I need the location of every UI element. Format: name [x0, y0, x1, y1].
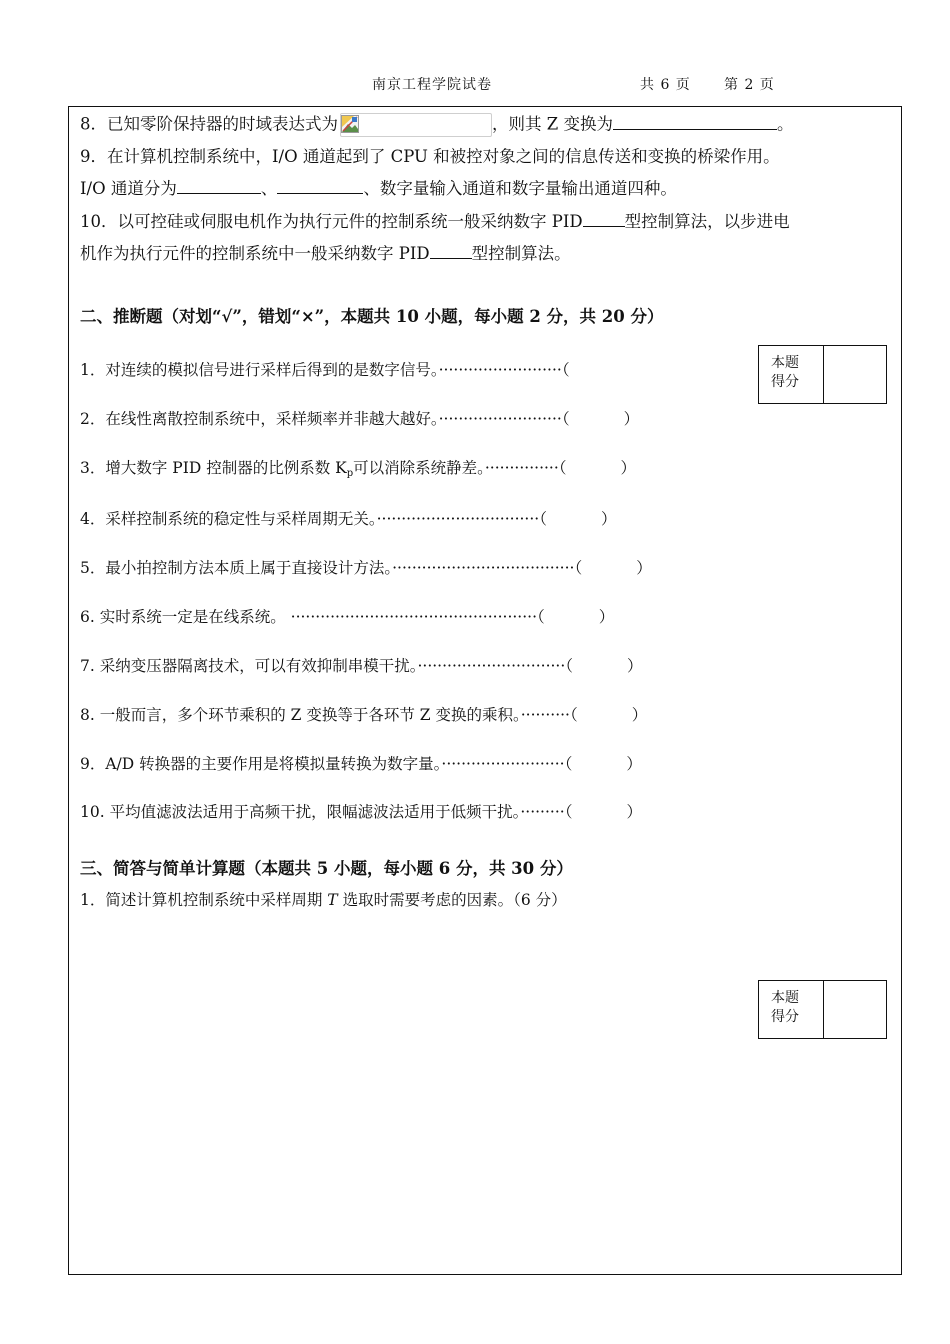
judge-text: 3．增大数字 PID 控制器的比例系数 K	[80, 459, 347, 477]
section-3-title: 三、简答与简单计算题（本题共 5 小题，每小题 6 分，共 30 分）	[80, 859, 573, 878]
judge-paren-open[interactable]: （	[564, 803, 573, 821]
broken-image-icon	[341, 115, 359, 133]
judge-dots: ·····································	[392, 559, 575, 577]
q1-text: 1．简述计算机控制系统中采样周期	[80, 891, 328, 909]
judge-text: 5．最小拍控制方法本质上属于直接设计方法。	[80, 559, 393, 577]
judge-item-6	[80, 606, 614, 628]
judge-paren-open[interactable]: （	[537, 608, 545, 626]
formula-image	[340, 113, 492, 137]
section-3-question-1	[80, 889, 567, 911]
q9-answer-blank-1[interactable]	[177, 179, 261, 194]
judge-dots: ··········	[520, 706, 570, 724]
q9-sep: 、	[260, 179, 278, 198]
judge-dots: ·································	[376, 510, 540, 528]
judge-item-9	[80, 753, 642, 775]
judge-dots: ···············	[484, 459, 559, 477]
score-label-line1: 本题	[771, 355, 799, 371]
judge-paren-open[interactable]: （	[574, 559, 583, 577]
q8-period: 。	[776, 114, 794, 134]
judge-paren-open[interactable]: （	[564, 755, 573, 773]
judge-text: 8. 一般而言，多个环节乘积的 Z 变换等于各环节 Z 变换的乘积。	[80, 706, 521, 724]
score-box	[758, 980, 887, 1039]
judge-paren-open[interactable]: （	[539, 510, 547, 528]
judge-item-5	[80, 557, 652, 579]
judge-item-7	[80, 655, 643, 677]
section-2-title: 二、推断题（对划“√”，错划“×”，本题共 10 小题，每小题 2 分，共 20 分）	[80, 307, 664, 326]
judge-dots: ······························	[417, 657, 566, 675]
judge-paren-open[interactable]: （	[570, 706, 578, 724]
judge-item-4	[80, 508, 617, 530]
q9-text-after: 、数字量输入通道和数字量输出通道四种。	[363, 179, 677, 198]
question-10-line2	[80, 243, 571, 265]
judge-paren-close: ）	[598, 608, 615, 626]
judge-dots: ·························	[438, 410, 562, 428]
judge-paren-close: ）	[600, 510, 617, 528]
q9-answer-blank-2[interactable]	[277, 179, 363, 194]
judge-paren-open[interactable]: （	[561, 410, 570, 428]
judge-text: 10. 平均值滤波法适用于高频干扰，限幅滤波法适用于低频干扰。	[80, 803, 521, 821]
q10-answer-blank-2[interactable]	[430, 244, 472, 259]
judge-paren-open[interactable]: （	[558, 459, 567, 477]
judge-paren-close: ）	[626, 755, 642, 773]
score-label-line1: 本题	[771, 990, 799, 1006]
score-box	[758, 345, 887, 404]
score-label	[759, 981, 824, 1038]
judge-dots: ··················································	[290, 608, 538, 626]
judge-paren-close: ）	[620, 459, 637, 477]
question-10-line1	[80, 211, 790, 233]
judge-paren-open[interactable]: （	[565, 657, 574, 675]
judge-paren-open[interactable]: （	[561, 361, 570, 379]
total-pages: 共 6 页	[640, 77, 691, 93]
q8-text: 8．已知零阶保持器的时域表达式为	[80, 114, 338, 134]
judge-text: 2．在线性离散控制系统中，采样频率并非越大越好。	[80, 410, 439, 428]
q1-text-after: 选取时需要考虑的因素。（6 分）	[337, 891, 567, 909]
judge-dots: ·························	[438, 361, 562, 379]
q8-answer-blank[interactable]	[613, 115, 777, 130]
q10-text: 10．以可控硅或伺服电机作为执行元件的控制系统一般采纳数字 PID	[80, 212, 583, 231]
judge-paren-close: ）	[626, 803, 642, 821]
answer-area[interactable]	[80, 930, 750, 1260]
judge-paren-close: ）	[631, 706, 648, 724]
question-8	[80, 113, 793, 137]
school-title: 南京工程学院试卷	[372, 77, 492, 93]
q10-answer-blank-1[interactable]	[583, 212, 625, 227]
judge-dots: ·························	[441, 755, 565, 773]
judge-item-1	[80, 359, 570, 381]
judge-paren-close: ）	[636, 559, 652, 577]
judge-paren-close: ）	[627, 657, 643, 675]
judge-text-b: 可以消除系统静差。	[353, 459, 485, 477]
judge-text: 9．A/D 转换器的主要作用是将模拟量转换为数字量。	[80, 755, 442, 773]
q10-text-after: 型控制算法，以步进电	[624, 212, 790, 231]
judge-item-3	[80, 457, 636, 485]
question-9-line1: 9．在计算机控制系统中，I/O 通道起到了 CPU 和被控对象之间的信息传送和变换的桥梁作用。	[80, 147, 780, 166]
q1-variable: T	[327, 891, 338, 909]
judge-item-8	[80, 704, 647, 726]
question-9-line2	[80, 178, 677, 200]
judge-text: 7. 采纳变压器隔离技术，可以有效抑制串模干扰。	[80, 657, 418, 675]
page-number: 第 2 页	[724, 77, 775, 93]
page-header	[0, 74, 950, 94]
score-label-line2: 得分	[771, 374, 799, 390]
judge-item-2	[80, 408, 639, 430]
q9-text: I/O 通道分为	[80, 179, 177, 198]
judge-paren-close: ）	[623, 410, 640, 428]
judge-text: 1．对连续的模拟信号进行采样后得到的是数字信号。	[80, 361, 439, 379]
judge-text: 6. 实时系统一定是在线系统。	[80, 608, 291, 626]
judge-item-10	[80, 801, 642, 823]
q10-text-2: 机作为执行元件的控制系统中一般采纳数字 PID	[80, 244, 430, 263]
score-label-line2: 得分	[771, 1009, 799, 1025]
score-label	[759, 346, 824, 403]
judge-text: 4．采样控制系统的稳定性与采样周期无关。	[80, 510, 377, 528]
q10-text-2-after: 型控制算法。	[471, 244, 571, 263]
q8-text-after: ，则其 Z 变换为	[492, 114, 613, 134]
judge-dots: ·········	[520, 803, 565, 821]
judge-subscript: p	[346, 468, 354, 479]
